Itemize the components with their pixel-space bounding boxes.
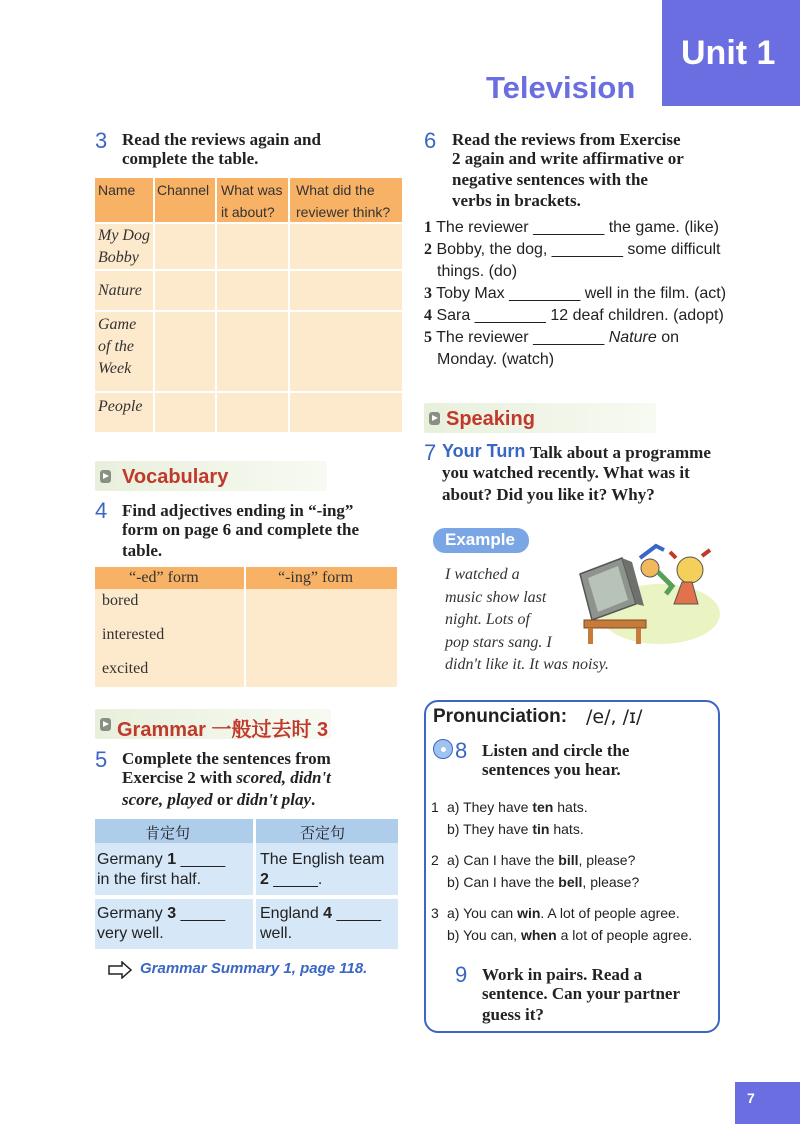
cell-england-4: England 4 _____	[260, 905, 382, 922]
exercise-8-instruction-line-2: sentences you hear.	[482, 760, 621, 779]
audio-cd-icon[interactable]	[433, 739, 453, 759]
exercise-7-instruction-line-3: about? Did you like it? Why?	[442, 485, 655, 504]
example-line-3: night. Lots of	[445, 611, 530, 628]
pair-1-option-a[interactable]: a) They have ten hats.	[447, 799, 588, 815]
exercise-3-instruction-line-1: Read the reviews again and	[122, 130, 321, 149]
cell-english-team-line-2: 2 _____.	[260, 871, 323, 888]
row-people: People	[98, 398, 143, 415]
header-negative: 否定句	[300, 824, 346, 842]
example-line-1: I watched a	[445, 566, 520, 583]
unit-label: Unit 1	[681, 34, 776, 72]
sentence-2: 2 Bobby, the dog, ________ some difficult	[424, 241, 721, 258]
exercise-8-number: 8	[455, 738, 468, 763]
grammar-summary-link[interactable]: Grammar Summary 1, page 118.	[140, 960, 368, 977]
speaking-title: Speaking	[446, 408, 535, 430]
exercise-4-instruction-line-3: table.	[122, 541, 163, 560]
sentence-4: 4 Sara ________ 12 deaf children. (adopt)	[424, 307, 724, 324]
your-turn-label: Your Turn	[442, 441, 526, 461]
header-what-did: What did the	[296, 182, 375, 198]
example-label: Example	[445, 530, 515, 549]
exercise-3-table	[95, 178, 402, 432]
cell-germany-1-line-2: in the first half.	[97, 871, 202, 888]
play-icon	[429, 412, 440, 425]
example-paragraph	[445, 564, 645, 677]
sentence-3: 3 Toby Max ________ well in the film. (act)	[424, 285, 727, 302]
example-line-5: didn't like it. It was noisy.	[445, 656, 609, 673]
example-line-4: pop stars sang. I	[445, 633, 552, 651]
exercise-5-instruction-line-2: Exercise 2 with scored, didn't	[122, 768, 331, 787]
exercise-9-instruction-line-1: Work in pairs. Read a	[482, 965, 643, 984]
row-game-1: Game	[98, 316, 137, 333]
cell-germany-1: Germany 1 _____	[97, 851, 226, 868]
sentence-1: 1 The reviewer ________ the game. (like)	[424, 219, 719, 236]
pair-1-number: 1	[431, 799, 439, 815]
play-icon	[100, 470, 111, 483]
sentence-5: 5 The reviewer ________ Nature on	[424, 329, 679, 346]
row-game-2: of the	[98, 338, 134, 355]
header-it-about: it about?	[221, 204, 275, 220]
grammar-table	[95, 819, 398, 949]
exercise-5-instruction-line-1: Complete the sentences from	[122, 749, 331, 768]
cell-germany-3-line-2: very well.	[97, 925, 164, 942]
pair-2-option-b[interactable]: b) Can I have the bell, please?	[447, 874, 640, 890]
page-number-tab	[735, 1082, 800, 1124]
pair-1-option-b[interactable]: b) They have tin hats.	[447, 821, 584, 837]
vocabulary-title: Vocabulary	[122, 466, 229, 488]
exercise-6-instruction-line-3: negative sentences with the	[452, 170, 648, 189]
arrow-right-icon	[108, 961, 132, 979]
exercise-9-number: 9	[455, 962, 468, 987]
row-my-dog-1: My Dog	[98, 227, 150, 244]
exercise-5-instruction-line-3: score, played or didn't play.	[122, 790, 316, 809]
exercise-6-instruction-line-4: verbs in brackets.	[452, 191, 581, 210]
exercise-6-number: 6	[424, 128, 437, 153]
exercise-7-instruction-line-2: you watched recently. What was it	[442, 463, 690, 482]
exercise-9-instruction-line-2: sentence. Can your partner	[482, 984, 680, 1003]
exercise-7-number: 7	[424, 440, 437, 465]
header-channel: Channel	[157, 182, 210, 198]
exercise-3-number: 3	[95, 128, 108, 153]
exercise-6-instruction-line-1: Read the reviews from Exercise	[452, 130, 681, 149]
header-affirmative: 肯定句	[145, 824, 191, 842]
cell-england-4-line-2: well.	[260, 925, 293, 942]
example-line-2: music show last	[445, 588, 547, 606]
cell-english-team: The English team	[260, 851, 385, 868]
exercise-5-number: 5	[95, 747, 108, 772]
exercise-3-instruction-line-2: complete the table.	[122, 149, 259, 168]
header-ing-form: “-ing” form	[278, 569, 354, 586]
pair-3-option-a[interactable]: a) You can win. A lot of people agree.	[447, 905, 680, 921]
pronunciation-ipa: /e/, /ɪ/	[586, 706, 643, 728]
exercise-9-instruction-line-3: guess it?	[482, 1005, 544, 1024]
header-what-was: What was	[221, 182, 283, 198]
pair-2-option-a[interactable]: a) Can I have the bill, please?	[447, 852, 636, 868]
play-icon	[100, 718, 111, 731]
exercise-7-instruction-line-1: Talk about a programme	[530, 443, 711, 462]
word-bored: bored	[102, 592, 139, 609]
word-excited: excited	[102, 660, 149, 677]
cell-germany-3: Germany 3 _____	[97, 905, 226, 922]
page-number: 7	[747, 1090, 755, 1106]
row-nature: Nature	[98, 282, 142, 299]
header-reviewer-think: reviewer think?	[296, 204, 391, 220]
header-name: Name	[98, 182, 136, 198]
header-ed-form: “-ed” form	[129, 569, 199, 586]
exercise-8-instruction-line-1: Listen and circle the	[482, 741, 630, 760]
row-my-dog-2: Bobby	[98, 249, 139, 266]
exercise-4-instruction-line-1: Find adjectives ending in “-ing”	[122, 501, 354, 520]
sentence-5-line-2: Monday. (watch)	[437, 351, 555, 368]
pair-3-option-b[interactable]: b) You can, when a lot of people agree.	[447, 927, 693, 943]
pair-3-number: 3	[431, 905, 439, 921]
exercise-6-instruction-line-2: 2 again and write affirmative or	[452, 149, 684, 168]
grammar-title: Grammar 一般过去时 3	[117, 719, 329, 741]
row-game-3: Week	[98, 360, 132, 377]
pronunciation-title: Pronunciation:	[433, 706, 568, 727]
sentence-2-line-2: things. (do)	[437, 263, 518, 280]
pair-2-number: 2	[431, 852, 439, 868]
page-title: Television	[486, 70, 636, 105]
exercise-4-instruction-line-2: form on page 6 and complete the	[122, 520, 360, 539]
word-interested: interested	[102, 626, 165, 643]
vocabulary-table	[95, 567, 397, 687]
exercise-4-number: 4	[95, 498, 108, 523]
